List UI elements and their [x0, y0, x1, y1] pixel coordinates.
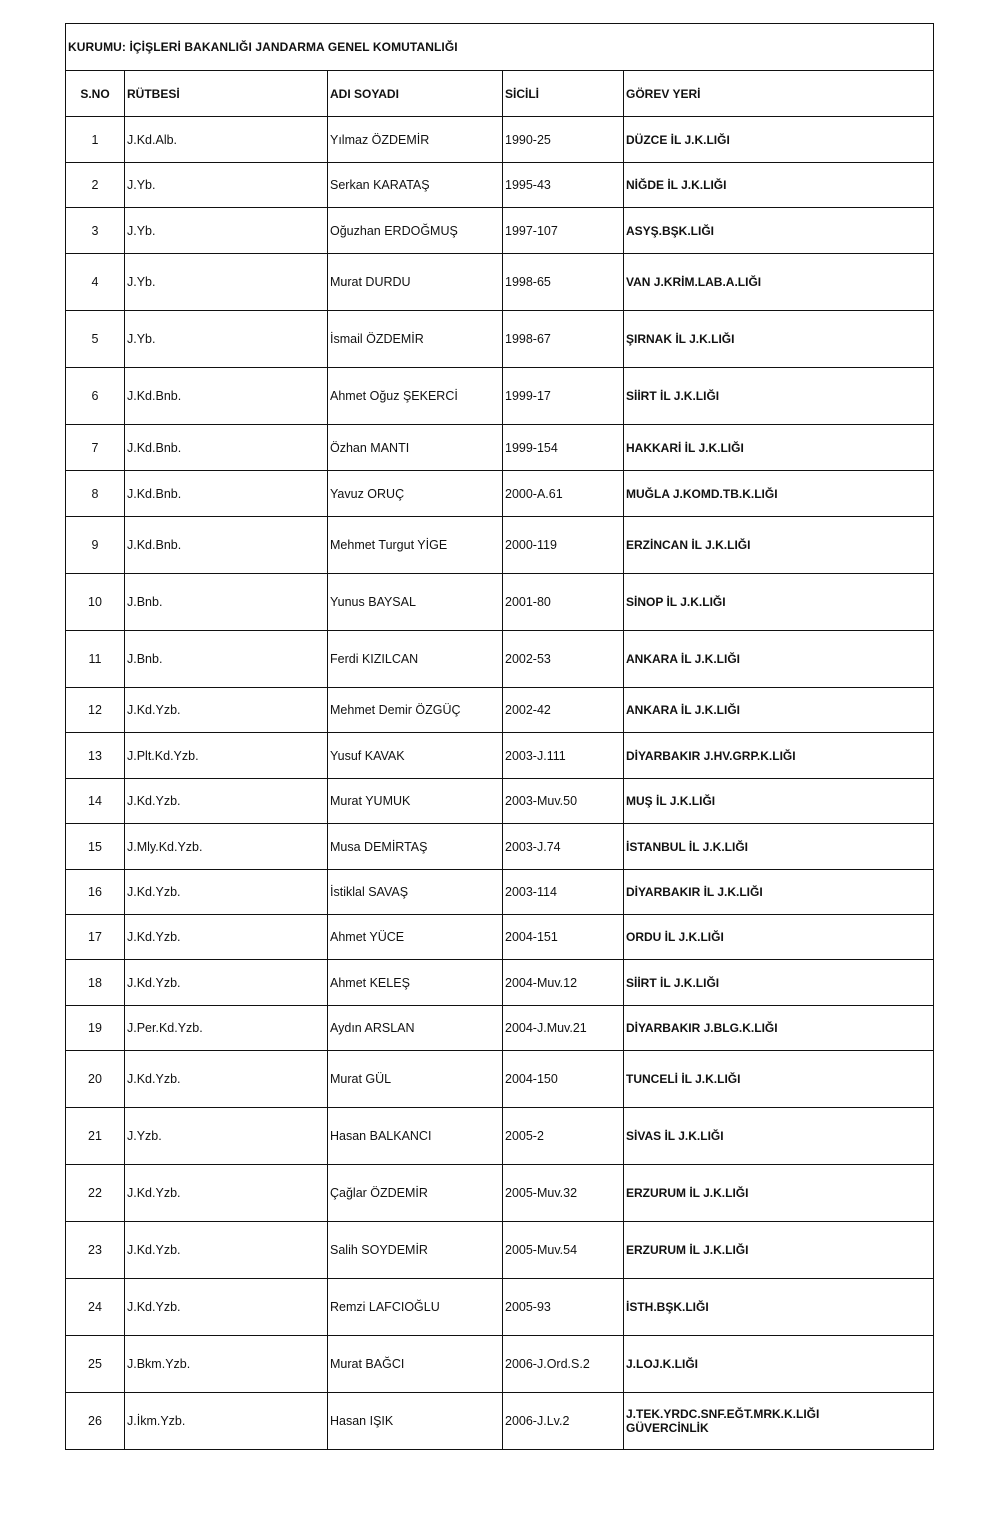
name-cell: Yunus BAYSAL [328, 574, 503, 631]
row-number: 3 [66, 208, 125, 254]
sicil-cell: 2003-114 [503, 870, 624, 915]
name-cell: İstiklal SAVAŞ [328, 870, 503, 915]
gorev-cell: J.LOJ.K.LIĞI [624, 1336, 934, 1393]
sicil-cell: 2000-119 [503, 517, 624, 574]
table-row [66, 1006, 934, 1051]
institution-title: KURUMU: İÇİŞLERİ BAKANLIĞI JANDARMA GENEL KOMUTANLIĞI [66, 24, 934, 71]
sicil-cell: 2004-151 [503, 915, 624, 960]
sicil-cell: 2005-2 [503, 1108, 624, 1165]
sicil-cell: 2004-Muv.12 [503, 960, 624, 1006]
row-number: 14 [66, 779, 125, 824]
rutbe-cell: J.Mly.Kd.Yzb. [125, 824, 328, 870]
sicil-cell: 2003-J.74 [503, 824, 624, 870]
name-cell: Murat DURDU [328, 254, 503, 311]
name-cell: Mehmet Demir ÖZGÜÇ [328, 688, 503, 733]
row-number: 16 [66, 870, 125, 915]
sicil-cell: 2002-42 [503, 688, 624, 733]
rutbe-cell: J.Kd.Yzb. [125, 870, 328, 915]
gorev-cell: DİYARBAKIR J.BLG.K.LIĞI [624, 1006, 934, 1051]
sicil-cell: 2006-J.Lv.2 [503, 1393, 624, 1450]
row-number: 25 [66, 1336, 125, 1393]
name-cell: Salih SOYDEMİR [328, 1222, 503, 1279]
table-row [66, 574, 934, 631]
header-sicil: SİCİLİ [503, 71, 624, 117]
rutbe-cell: J.Bnb. [125, 574, 328, 631]
table-row [66, 688, 934, 733]
table-row [66, 779, 934, 824]
gorev-cell: SİVAS İL J.K.LIĞI [624, 1108, 934, 1165]
row-number: 5 [66, 311, 125, 368]
table-row [66, 733, 934, 779]
name-cell: Hasan IŞIK [328, 1393, 503, 1450]
gorev-cell: SİİRT İL J.K.LIĞI [624, 960, 934, 1006]
rutbe-cell: J.Kd.Yzb. [125, 779, 328, 824]
table-row [66, 1279, 934, 1336]
row-number: 19 [66, 1006, 125, 1051]
rutbe-cell: J.Plt.Kd.Yzb. [125, 733, 328, 779]
gorev-cell: İSTANBUL İL J.K.LIĞI [624, 824, 934, 870]
rutbe-cell: J.Kd.Bnb. [125, 517, 328, 574]
sicil-cell: 1998-65 [503, 254, 624, 311]
rutbe-cell: J.Kd.Yzb. [125, 1165, 328, 1222]
row-number: 11 [66, 631, 125, 688]
name-cell: Yusuf KAVAK [328, 733, 503, 779]
gorev-cell: ERZİNCAN İL J.K.LIĞI [624, 517, 934, 574]
rutbe-cell: J.Yb. [125, 311, 328, 368]
row-number: 26 [66, 1393, 125, 1450]
gorev-cell: NİĞDE İL J.K.LIĞI [624, 163, 934, 208]
rutbe-cell: J.Yzb. [125, 1108, 328, 1165]
gorev-line-2: GÜVERCİNLİK [626, 1421, 709, 1435]
rutbe-cell: J.Yb. [125, 163, 328, 208]
sicil-cell: 2003-J.111 [503, 733, 624, 779]
gorev-cell: DİYARBAKIR İL J.K.LIĞI [624, 870, 934, 915]
table-row [66, 117, 934, 163]
sicil-cell: 2002-53 [503, 631, 624, 688]
row-number: 22 [66, 1165, 125, 1222]
table-row [66, 517, 934, 574]
row-number: 13 [66, 733, 125, 779]
row-number: 21 [66, 1108, 125, 1165]
table-row [66, 1222, 934, 1279]
rutbe-cell: J.Kd.Yzb. [125, 1222, 328, 1279]
table-row [66, 1108, 934, 1165]
rutbe-cell: J.Yb. [125, 208, 328, 254]
rutbe-cell: J.Kd.Yzb. [125, 688, 328, 733]
name-cell: Çağlar ÖZDEMİR [328, 1165, 503, 1222]
table-row [66, 870, 934, 915]
sicil-cell: 2000-A.61 [503, 471, 624, 517]
name-cell: Aydın ARSLAN [328, 1006, 503, 1051]
sicil-cell: 1998-67 [503, 311, 624, 368]
row-number: 1 [66, 117, 125, 163]
rutbe-cell: J.Kd.Bnb. [125, 425, 328, 471]
rutbe-cell: J.Kd.Yzb. [125, 915, 328, 960]
row-number: 17 [66, 915, 125, 960]
rutbe-cell: J.Per.Kd.Yzb. [125, 1006, 328, 1051]
table-row [66, 368, 934, 425]
row-number: 4 [66, 254, 125, 311]
table-row [66, 471, 934, 517]
gorev-cell: HAKKARİ İL J.K.LIĞI [624, 425, 934, 471]
header-adi-soyadi: ADI SOYADI [328, 71, 503, 117]
row-number: 10 [66, 574, 125, 631]
name-cell: Özhan MANTI [328, 425, 503, 471]
sicil-cell: 1990-25 [503, 117, 624, 163]
table-row [66, 425, 934, 471]
gorev-cell: ERZURUM İL J.K.LIĞI [624, 1165, 934, 1222]
row-number: 18 [66, 960, 125, 1006]
row-number: 12 [66, 688, 125, 733]
header-rutbe: RÜTBESİ [125, 71, 328, 117]
gorev-cell: ANKARA İL J.K.LIĞI [624, 688, 934, 733]
name-cell: Oğuzhan ERDOĞMUŞ [328, 208, 503, 254]
rutbe-cell: J.Kd.Bnb. [125, 471, 328, 517]
row-number: 8 [66, 471, 125, 517]
gorev-cell: ASYŞ.BŞK.LIĞI [624, 208, 934, 254]
gorev-cell: MUŞ İL J.K.LIĞI [624, 779, 934, 824]
sicil-cell: 2006-J.Ord.S.2 [503, 1336, 624, 1393]
table-row [66, 1393, 934, 1450]
gorev-cell: ANKARA İL J.K.LIĞI [624, 631, 934, 688]
sicil-cell: 2005-Muv.54 [503, 1222, 624, 1279]
row-number: 9 [66, 517, 125, 574]
sicil-cell: 1999-17 [503, 368, 624, 425]
table-row [66, 1336, 934, 1393]
name-cell: Yılmaz ÖZDEMİR [328, 117, 503, 163]
gorev-cell: DİYARBAKIR J.HV.GRP.K.LIĞI [624, 733, 934, 779]
gorev-cell [624, 1393, 934, 1450]
table-row [66, 254, 934, 311]
table-row [66, 1051, 934, 1108]
name-cell: Mehmet Turgut YİGE [328, 517, 503, 574]
name-cell: Serkan KARATAŞ [328, 163, 503, 208]
gorev-cell: İSTH.BŞK.LIĞI [624, 1279, 934, 1336]
name-cell: Murat GÜL [328, 1051, 503, 1108]
rutbe-cell: J.Kd.Bnb. [125, 368, 328, 425]
row-number: 15 [66, 824, 125, 870]
sicil-cell: 2005-Muv.32 [503, 1165, 624, 1222]
table-row [66, 311, 934, 368]
sicil-cell: 2004-J.Muv.21 [503, 1006, 624, 1051]
name-cell: Hasan BALKANCI [328, 1108, 503, 1165]
table-row [66, 631, 934, 688]
header-row [66, 71, 934, 117]
gorev-cell: SİİRT İL J.K.LIĞI [624, 368, 934, 425]
table-row [66, 163, 934, 208]
header-gorev-yeri: GÖREV YERİ [624, 71, 934, 117]
sicil-cell: 2004-150 [503, 1051, 624, 1108]
gorev-cell: SİNOP İL J.K.LIĞI [624, 574, 934, 631]
name-cell: Ahmet KELEŞ [328, 960, 503, 1006]
rutbe-cell: J.İkm.Yzb. [125, 1393, 328, 1450]
header-sno: S.NO [66, 71, 125, 117]
rutbe-cell: J.Kd.Alb. [125, 117, 328, 163]
name-cell: Ahmet Oğuz ŞEKERCİ [328, 368, 503, 425]
title-row [66, 24, 934, 71]
name-cell: Ahmet YÜCE [328, 915, 503, 960]
rutbe-cell: J.Bkm.Yzb. [125, 1336, 328, 1393]
name-cell: Yavuz ORUÇ [328, 471, 503, 517]
rutbe-cell: J.Kd.Yzb. [125, 1279, 328, 1336]
name-cell: Musa DEMİRTAŞ [328, 824, 503, 870]
rutbe-cell: J.Kd.Yzb. [125, 960, 328, 1006]
sicil-cell: 1999-154 [503, 425, 624, 471]
sicil-cell: 2001-80 [503, 574, 624, 631]
rutbe-cell: J.Bnb. [125, 631, 328, 688]
gorev-cell: ORDU İL J.K.LIĞI [624, 915, 934, 960]
name-cell: Remzi LAFCIOĞLU [328, 1279, 503, 1336]
sicil-cell: 1997-107 [503, 208, 624, 254]
table-row [66, 824, 934, 870]
name-cell: Murat BAĞCI [328, 1336, 503, 1393]
gorev-cell: DÜZCE İL J.K.LIĞI [624, 117, 934, 163]
row-number: 24 [66, 1279, 125, 1336]
table-row [66, 208, 934, 254]
sicil-cell: 2005-93 [503, 1279, 624, 1336]
gorev-cell: VAN J.KRİM.LAB.A.LIĞI [624, 254, 934, 311]
table-row [66, 1165, 934, 1222]
name-cell: Murat YUMUK [328, 779, 503, 824]
rutbe-cell: J.Kd.Yzb. [125, 1051, 328, 1108]
sicil-cell: 1995-43 [503, 163, 624, 208]
sicil-cell: 2003-Muv.50 [503, 779, 624, 824]
gorev-line-1: J.TEK.YRDC.SNF.EĞT.MRK.K.LIĞI [626, 1407, 820, 1421]
row-number: 6 [66, 368, 125, 425]
personnel-table [65, 23, 934, 1450]
name-cell: Ferdi KIZILCAN [328, 631, 503, 688]
gorev-cell: MUĞLA J.KOMD.TB.K.LIĞI [624, 471, 934, 517]
table-row [66, 960, 934, 1006]
rutbe-cell: J.Yb. [125, 254, 328, 311]
row-number: 2 [66, 163, 125, 208]
name-cell: İsmail ÖZDEMİR [328, 311, 503, 368]
row-number: 20 [66, 1051, 125, 1108]
gorev-cell: ŞIRNAK İL J.K.LIĞI [624, 311, 934, 368]
row-number: 23 [66, 1222, 125, 1279]
table-row [66, 915, 934, 960]
gorev-cell: ERZURUM İL J.K.LIĞI [624, 1222, 934, 1279]
row-number: 7 [66, 425, 125, 471]
gorev-cell: TUNCELİ İL J.K.LIĞI [624, 1051, 934, 1108]
